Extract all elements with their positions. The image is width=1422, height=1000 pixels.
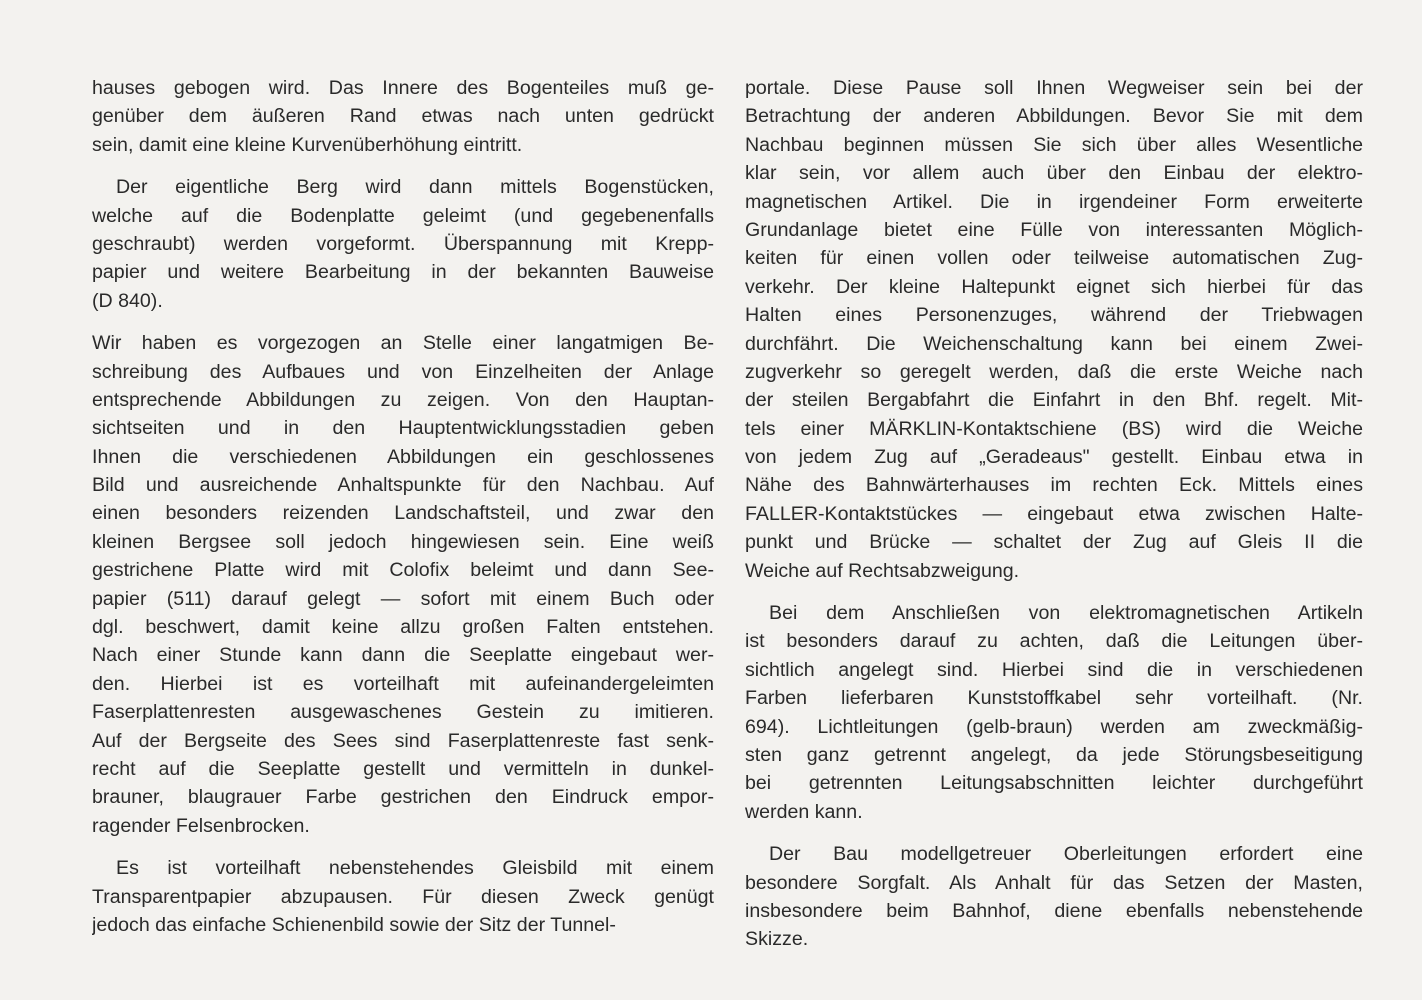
paragraph	[745, 74, 1363, 585]
text-line: Faserplattenresten ausgewaschenes Gestein zu imitieren.	[92, 701, 714, 724]
text-line: Der Bau modellgetreuer Oberleitungen erfordert eine	[769, 843, 1363, 866]
text-line: keiten für einen vollen oder teilweise automatischen Zug-	[745, 247, 1363, 270]
text-line: punkt und Brücke — schaltet der Zug auf Gleis II die	[745, 531, 1363, 554]
text-line: gestrichene Platte wird mit Colofix beleimt und dann See-	[92, 559, 714, 582]
text-line: Halten eines Personenzuges, während der Triebwagen	[745, 304, 1363, 327]
paragraph	[92, 74, 714, 159]
text-line: papier (511) darauf gelegt — sofort mit einem Buch oder	[92, 587, 714, 610]
text-line: 694). Lichtleitungen (gelb-braun) werden am zweckmäßig-	[745, 715, 1363, 738]
text-line: genüber dem äußeren Rand etwas nach unten gedrückt	[92, 105, 714, 128]
text-line: jedoch das einfache Schienenbild sowie der Sitz der Tunnel-	[92, 913, 616, 936]
text-line: ist besonders darauf zu achten, daß die Leitungen über-	[745, 630, 1363, 653]
paragraph	[92, 854, 714, 939]
text-line: einen besonders reizenden Landschaftsteil, und zwar den	[92, 502, 714, 525]
text-line: Farben lieferbaren Kunststoffkabel sehr vorteilhaft. (Nr.	[745, 687, 1363, 710]
text-line: Auf der Bergseite des Sees sind Faserplattenreste fast senk-	[92, 729, 714, 752]
text-line: insbesondere beim Bahnhof, diene ebenfalls nebenstehende	[745, 899, 1363, 922]
left-column	[92, 74, 714, 953]
right-column	[745, 74, 1363, 968]
text-line: papier und weitere Bearbeitung in der bekannten Bauweise	[92, 261, 714, 284]
text-line: Transparentpapier abzupausen. Für diesen Zweck genügt	[92, 885, 714, 908]
text-line: den. Hierbei ist es vorteilhaft mit aufeinandergeleimten	[92, 672, 714, 695]
text-line: Der eigentliche Berg wird dann mittels Bogenstücken,	[116, 176, 714, 199]
text-line: magnetischen Artikel. Die in irgendeiner Form erweiterte	[745, 190, 1363, 213]
text-line: Bei dem Anschließen von elektromagnetischen Artikeln	[769, 602, 1363, 625]
text-line: Bild und ausreichende Anhaltspunkte für den Nachbau. Auf	[92, 474, 714, 497]
text-line: sein, damit eine kleine Kurvenüberhöhung eintritt.	[92, 133, 523, 156]
text-line: sichtseiten und in den Hauptentwicklungsstadien geben	[92, 417, 714, 440]
text-line: besondere Sorgfalt. Als Anhalt für das Setzen der Masten,	[745, 871, 1363, 894]
text-line: geschraubt) werden vorgeformt. Überspannung mit Krepp-	[92, 232, 714, 255]
text-line: verkehr. Der kleine Haltepunkt eignet sich hierbei für das	[745, 275, 1363, 298]
text-line: sten ganz getrennt angelegt, da jede Störungsbeseitigung	[745, 743, 1363, 766]
text-line: Grundanlage bietet eine Fülle von interessanten Möglich-	[745, 218, 1363, 241]
text-line: Weiche auf Rechtsabzweigung.	[745, 559, 1020, 582]
text-line: zugverkehr so geregelt werden, daß die erste Weiche nach	[745, 360, 1363, 383]
text-line: klar sein, vor allem auch über den Einbau der elektro-	[745, 162, 1363, 185]
text-line: FALLER-Kontaktstückes — eingebaut etwa zwischen Halte-	[745, 502, 1363, 525]
text-line: dgl. beschwert, damit keine allzu großen Falten entstehen.	[92, 616, 714, 639]
text-line: Betrachtung der anderen Abbildungen. Bevor Sie mit dem	[745, 105, 1363, 128]
text-line: von jedem Zug auf „Geradeaus" gestellt. Einbau etwa in	[745, 446, 1363, 469]
text-line: recht auf die Seeplatte gestellt und vermitteln in dunkel-	[92, 757, 714, 780]
text-line: Es ist vorteilhaft nebenstehendes Gleisbild mit einem	[116, 857, 714, 880]
text-line: welche auf die Bodenplatte geleimt (und gegebenenfalls	[92, 204, 714, 227]
text-line: durchfährt. Die Weichenschaltung kann bei einem Zwei-	[745, 332, 1363, 355]
text-line: Nachbau beginnen müssen Sie sich über alles Wesentliche	[745, 133, 1363, 156]
text-line: schreibung des Aufbaues und von Einzelheiten der Anlage	[92, 360, 714, 383]
text-line: tels einer MÄRKLIN-Kontaktschiene (BS) wird die Weiche	[745, 417, 1363, 440]
text-line: entsprechende Abbildungen zu zeigen. Von den Hauptan-	[92, 388, 714, 411]
text-line: Nach einer Stunde kann dann die Seeplatte eingebaut wer-	[92, 644, 714, 667]
text-line: hauses gebogen wird. Das Innere des Bogenteiles muß ge-	[92, 77, 714, 99]
text-line: der steilen Bergabfahrt die Einfahrt in den Bhf. regelt. Mit-	[745, 389, 1363, 412]
text-line: sichtlich angelegt sind. Hierbei sind die in verschiedenen	[745, 658, 1363, 681]
text-line: werden kann.	[745, 800, 863, 823]
text-line: portale. Diese Pause soll Ihnen Wegweiser sein bei der	[745, 77, 1363, 99]
text-line: Wir haben es vorgezogen an Stelle einer langatmigen Be-	[92, 332, 714, 355]
text-line: kleinen Bergsee soll jedoch hingewiesen sein. Eine weiß	[92, 530, 714, 553]
text-line: bei getrennten Leitungsabschnitten leichter durchgeführt	[745, 772, 1363, 795]
paragraph	[745, 599, 1363, 826]
text-line: Nähe des Bahnwärterhauses im rechten Eck. Mittels eines	[745, 474, 1363, 497]
text-line: Skizze.	[745, 928, 809, 951]
text-line: (D 840).	[92, 289, 163, 312]
text-line: Ihnen die verschiedenen Abbildungen ein geschlossenes	[92, 445, 714, 468]
paragraph	[92, 329, 714, 840]
paragraph	[92, 173, 714, 315]
text-line: brauner, blaugrauer Farbe gestrichen den Eindruck empor-	[92, 786, 714, 809]
paragraph	[745, 840, 1363, 954]
text-line: ragender Felsenbrocken.	[92, 814, 310, 837]
